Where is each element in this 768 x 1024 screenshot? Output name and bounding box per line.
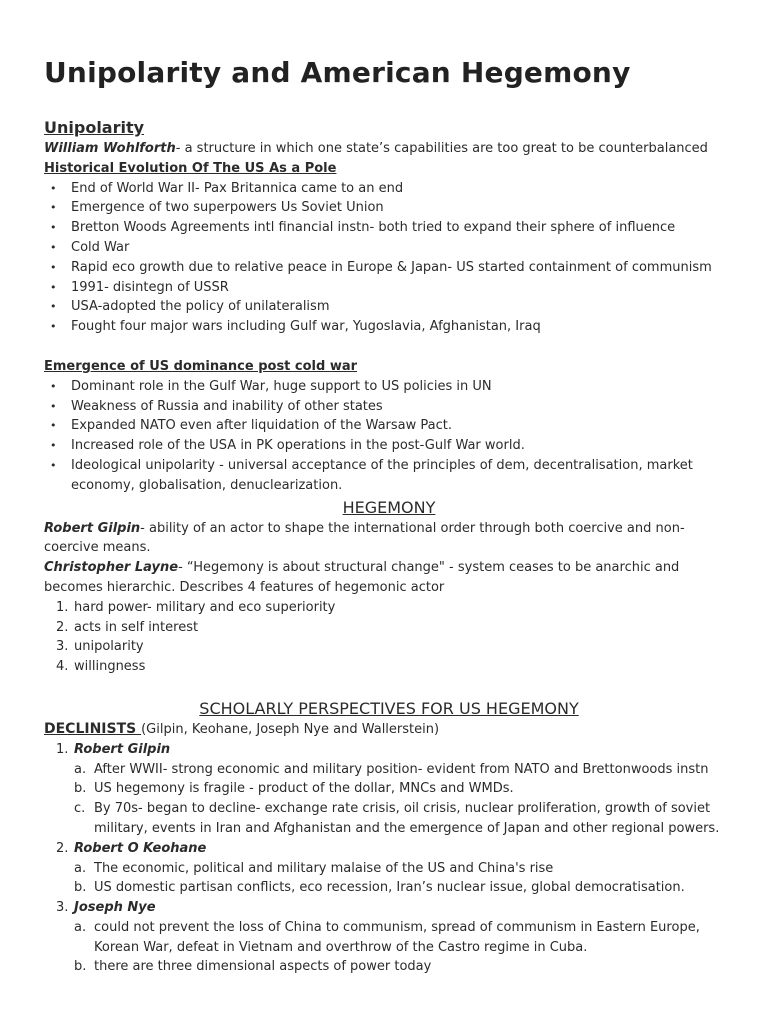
- list-item: • Cold War: [44, 238, 734, 258]
- gilpin-name: Robert Gilpin: [44, 520, 141, 536]
- scholar-points: [74, 859, 734, 899]
- declinists-line: [44, 720, 734, 740]
- scholarly-perspectives-heading: SCHOLARLY PERSPECTIVES FOR US HEGEMONY: [199, 698, 579, 718]
- list-item: • Emergence of two superpowers Us Soviet Union: [44, 198, 734, 218]
- list-item: • Ideological unipolarity - universal acceptance of the principles of dem, decentralisation, market economy, globalisation, denuclearization.: [44, 456, 734, 496]
- list-number: 2.: [56, 619, 69, 635]
- list-number: 4.: [56, 659, 69, 675]
- list-letter: a.: [74, 919, 87, 935]
- list-item: • Expanded NATO even after liquidation of the Warsaw Pact.: [44, 416, 734, 436]
- list-item: • Dominant role in the Gulf War, huge support to US policies in UN: [44, 377, 734, 397]
- list-item: [44, 637, 734, 657]
- list-item: [44, 839, 734, 898]
- list-item-text: there are three dimensional aspects of power today: [94, 959, 432, 975]
- list-letter: b.: [74, 781, 87, 797]
- list-number: 3.: [56, 639, 69, 655]
- list-letter: b.: [74, 880, 87, 896]
- list-item: [74, 760, 734, 780]
- list-number: 1.: [56, 599, 69, 615]
- list-item: • Increased role of the USA in PK operations in the post-Gulf War world.: [44, 436, 734, 456]
- hegemony-heading: HEGEMONY: [342, 497, 436, 517]
- declinists-label: DECLINISTS: [44, 720, 142, 737]
- list-item: [74, 859, 734, 879]
- historical-evolution-list: [44, 179, 734, 337]
- declinist-scholars-list: [44, 740, 734, 978]
- list-item: • 1991- disintegn of USSR: [44, 278, 734, 298]
- scholar-name: Robert O Keohane: [74, 840, 207, 856]
- gilpin-text: - ability of an actor to shape the international order through both coercive and non-coercive means.: [44, 520, 685, 556]
- declinists-names: (Gilpin, Keohane, Joseph Nye and Wallerstein): [141, 721, 440, 737]
- list-number: 1.: [56, 741, 69, 757]
- list-letter: b.: [74, 959, 87, 975]
- list-item-text: willingness: [74, 659, 146, 675]
- list-item: [44, 740, 734, 839]
- layne-text: - “Hegemony is about structural change" - system ceases to be anarchic and becomes hierarchic. Describes 4 features of hegemonic actor: [44, 560, 680, 595]
- list-item-text: After WWII- strong economic and military position- evident from NATO and Brettonwoods instn: [94, 761, 709, 777]
- list-item: • Bretton Woods Agreements intl financial instn- both tried to expand their sphere of influence: [44, 218, 734, 238]
- page-title: Unipolarity and American Hegemony: [44, 56, 631, 89]
- list-item: [44, 598, 734, 618]
- list-letter: a.: [74, 860, 87, 876]
- gilpin-definition: [44, 519, 734, 559]
- list-item: [44, 898, 734, 977]
- list-item-text: US domestic partisan conflicts, eco recession, Iran’s nuclear issue, global democratisation.: [94, 880, 685, 896]
- list-item: [44, 618, 734, 638]
- scholar-points: [74, 918, 734, 977]
- list-item-text: hard power- military and eco superiority: [74, 599, 336, 615]
- spacer: [44, 337, 734, 357]
- wohlforth-name: William Wohlforth: [44, 141, 176, 156]
- list-item: [74, 918, 734, 958]
- layne-definition: [44, 558, 734, 598]
- list-item-text: The economic, political and military malaise of the US and China's rise: [94, 860, 554, 876]
- wohlforth-definition: [44, 139, 734, 159]
- list-item: [74, 779, 734, 799]
- list-item: [44, 657, 734, 677]
- list-letter: a.: [74, 761, 87, 777]
- list-item-text: could not prevent the loss of China to communism, spread of communism in Eastern Europe, Korean War, defeat in Vietnam and overthrow of the Castro regime in Cuba.: [94, 919, 700, 955]
- list-item: [74, 878, 734, 898]
- list-item: • USA-adopted the policy of unilateralism: [44, 297, 734, 317]
- list-item: [74, 799, 734, 839]
- scholar-points: [74, 760, 734, 839]
- list-item: • Fought four major wars including Gulf war, Yugoslavia, Afghanistan, Iraq: [44, 317, 734, 337]
- document-body: [44, 117, 734, 977]
- unipolarity-heading: Unipolarity: [44, 118, 145, 137]
- list-item: • Rapid eco growth due to relative peace in Europe & Japan- US started containment of communism: [44, 258, 734, 278]
- list-item: • End of World War II- Pax Britannica came to an end: [44, 179, 734, 199]
- scholar-name: Robert Gilpin: [74, 741, 171, 757]
- hegemonic-features-list: [44, 598, 734, 677]
- spacer: [44, 677, 734, 698]
- us-dominance-heading: Emergence of US dominance post cold war: [44, 358, 358, 374]
- list-item-text: US hegemony is fragile - product of the dollar, MNCs and WMDs.: [94, 781, 514, 797]
- scholar-name: Joseph Nye: [74, 900, 156, 916]
- list-item-text: unipolarity: [74, 639, 144, 655]
- layne-name: Christopher Layne: [44, 560, 179, 576]
- list-item: • Weakness of Russia and inability of other states: [44, 397, 734, 417]
- historical-evolution-heading: Historical Evolution Of The US As a Pole: [44, 160, 337, 176]
- list-number: 2.: [56, 840, 69, 856]
- list-number: 3.: [56, 900, 69, 916]
- list-item-text: By 70s- began to decline- exchange rate crisis, oil crisis, nuclear proliferation, growth of soviet military, events in Iran and Afghanistan and the emergence of Japan and other regional powers.: [94, 801, 720, 836]
- list-item: [74, 957, 734, 977]
- wohlforth-text: - a structure in which one state’s capabilities are too great to be counterbalanced: [175, 141, 708, 156]
- list-letter: c.: [74, 801, 86, 817]
- us-dominance-list: [44, 377, 734, 496]
- list-item-text: acts in self interest: [74, 619, 199, 635]
